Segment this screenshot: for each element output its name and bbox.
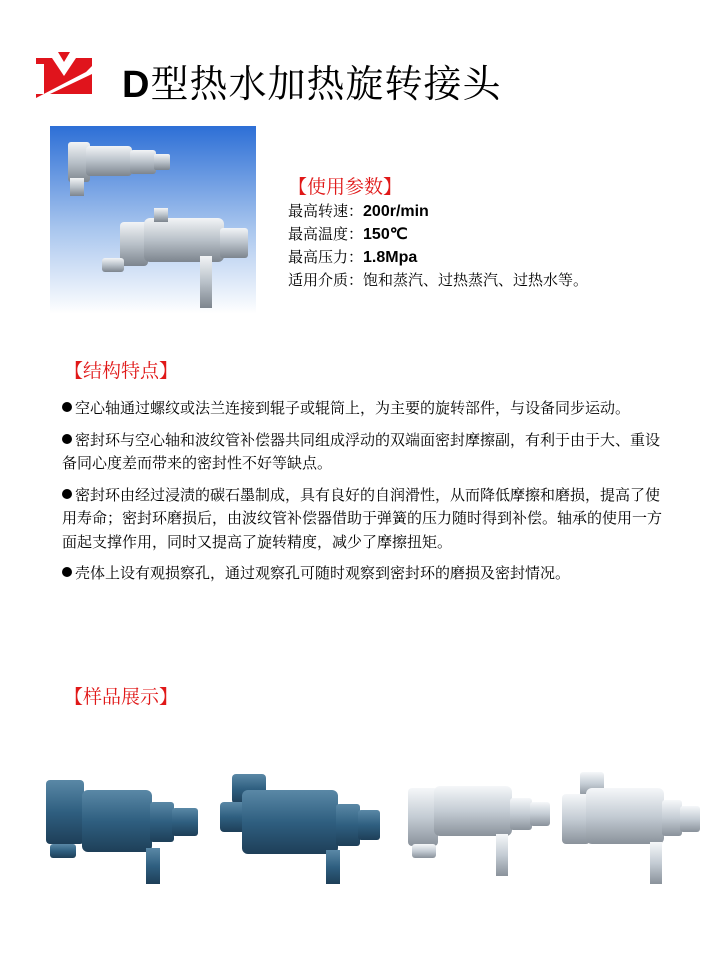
list-item: 密封环由经过浸渍的碳石墨制成，具有良好的自润滑性，从而降低摩擦和磨损，提高了使用寿命；密封环磨损后，由波纹管补偿器借助于弹簧的压力随时得到补偿。轴承的使用一方面起支撑作用，同时又提高了旋转精度，减少了摩擦扭矩。: [62, 485, 663, 551]
param-label: 最高转速：: [288, 202, 364, 220]
sample-photo-silver-1: [402, 768, 552, 888]
list-item: 空心轴通过螺纹或法兰连接到辊子或辊筒上，为主要的旋转部件，与设备同步运动。: [62, 397, 662, 421]
list-item: 壳体上设有观损察孔，通过观察孔可随时观察到密封环的磨损及密封情况。: [62, 562, 662, 586]
param-pressure: [288, 246, 708, 269]
samples-heading: 【样品展示】: [64, 686, 179, 708]
title-prefix: D: [122, 64, 151, 106]
bullet-dot-icon: [62, 402, 72, 412]
param-value: 150℃: [363, 226, 408, 243]
structure-list: [62, 397, 662, 594]
company-logo: [36, 52, 92, 104]
sample-photo-blue-1: [42, 768, 202, 888]
bullet-dot-icon: [62, 567, 72, 577]
param-label: 最高温度：: [288, 225, 364, 243]
list-item: 密封环与空心轴和波纹管补偿器共同组成浮动的双端面密封摩擦副，有利于由于大、重设备同心度差而带来的密封性不好等缺点。: [62, 430, 661, 472]
param-label: 适用介质：: [288, 271, 364, 289]
structure-heading: 【结构特点】: [64, 360, 179, 382]
sample-photo-silver-2: [556, 768, 702, 888]
page-title: [122, 60, 501, 109]
param-temperature: [288, 223, 708, 246]
param-value: 1.8Mpa: [363, 249, 418, 266]
param-value: 饱和蒸汽、过热蒸汽、过热水等。: [363, 271, 589, 289]
param-value: 200r/min: [363, 203, 429, 220]
param-label: 最高压力：: [288, 248, 364, 266]
sample-photo-blue-2: [210, 768, 382, 888]
parameters-section: [288, 174, 708, 291]
parameters-heading: 【使用参数】: [288, 176, 403, 198]
title-main: 型热水加热旋转接头: [150, 62, 502, 106]
product-photo: [50, 126, 256, 314]
bullet-dot-icon: [62, 489, 72, 499]
bullet-dot-icon: [62, 434, 72, 444]
param-medium: [288, 269, 708, 291]
param-speed: [288, 200, 708, 223]
